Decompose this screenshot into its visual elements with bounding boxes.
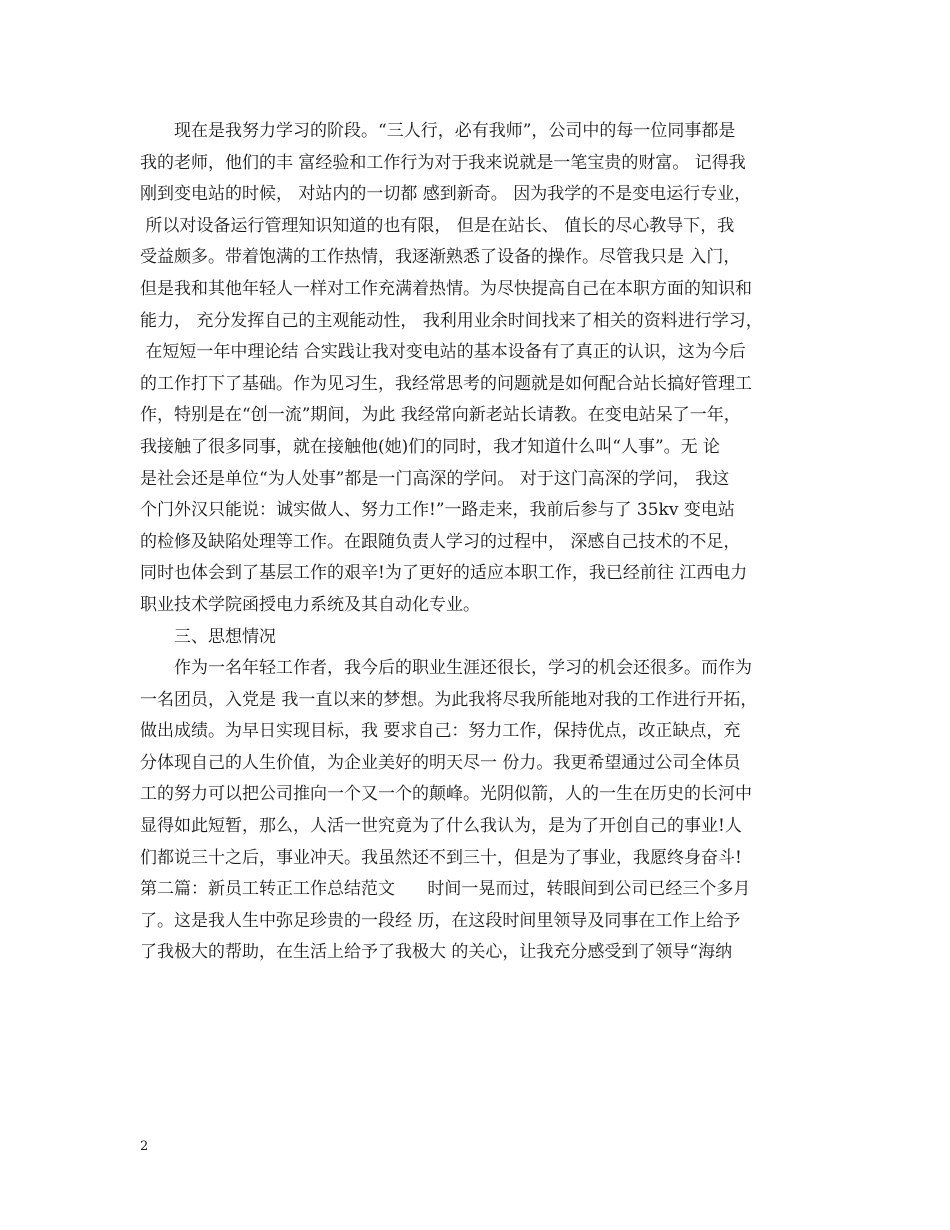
paragraph-line: 在短短一年中理论结 合实践让我对变电站的基本设备有了真正的认识，这为今后 [140, 342, 746, 363]
paragraph-line: 刚到变电站的时候， 对站内的一切都 感到新奇。 因为我学的不是变电运行专业， [140, 184, 752, 205]
section-heading: 三、思想情况 [174, 626, 276, 647]
paragraph-line: 做出成绩。为早日实现目标，我 要求自己：努力工作，保持优点，改正缺点，充 [140, 721, 741, 742]
paragraph-line: 工的努力可以把公司推向一个又一个的颠峰。光阴似箭，人的一生在历史的长河中 [140, 784, 752, 805]
body-text [140, 116, 830, 969]
paragraph-line: 一名团员，入党是 我一直以来的梦想。为此我将尽我所能地对我的工作进行开拓， [140, 689, 758, 710]
paragraph-line: 作，特别是在“创一流”期间，为此 我经常向新老站长请教。在变电站呆了一年， [140, 405, 741, 426]
paragraph-line: 们都说三十之后，事业冲天。我虽然还不到三十，但是为了事业，我愿终身奋斗! [140, 847, 742, 868]
paragraph-line: 了我极大的帮助，在生活上给予了我极大 的关心，让我充分感受到了领导“海纳 [140, 942, 733, 963]
paragraph-line: 职业技术学院函授电力系统及其自动化专业。 [140, 594, 480, 615]
paragraph-line: 同时也体会到了基层工作的艰辛!为了更好的适应本职工作，我已经前往 江西电力 [140, 563, 748, 584]
paragraph-line: 所以对设备运行管理知识知道的也有限， 但是在站长、 值长的尽心教导下，我 [140, 215, 735, 236]
paragraph-line: 但是我和其他年轻人一样对工作充满着热情。为尽快提高自己在本职方面的知识和 [140, 278, 752, 299]
paragraph-line: 能力， 充分发挥自己的主观能动性， 我利用业余时间找来了相关的资料进行学习， [140, 310, 763, 331]
paragraph-line: 第二篇：新员工转正工作总结范文 时间一晃而过，转眼间到公司已经三个多月 [140, 879, 751, 900]
page-number: 2 [140, 1139, 149, 1154]
paragraph-line: 现在是我努力学习的阶段。“三人行，必有我师”，公司中的每一位同事都是 [174, 121, 736, 141]
paragraph-line: 的检修及缺陷处理等工作。在跟随负责人学习的过程中， 深感自己技术的不足， [140, 531, 741, 552]
paragraph-line: 是社会还是单位“为人处事”都是一门高深的学问。 对于这门高深的学问， 我这 [140, 468, 730, 489]
paragraph-line: 了。这是我人生中弥足珍贵的一段经 历，在这段时间里领导及同事在工作上给予 [140, 910, 741, 931]
paragraph-line: 个门外汉只能说：诚实做人、努力工作!”一路走来，我前后参与了 35kv 变电站 [140, 500, 735, 521]
paragraph-line: 分体现自己的人生价值，为企业美好的明天尽一 份力。我更希望通过公司全体员 [140, 752, 741, 773]
paragraph-line: 我接触了很多同事，就在接触他(她)们的同时，我才知道什么叫“人事”。无 论 [140, 436, 721, 457]
paragraph-line: 显得如此短暂，那么，人活一世究竟为了什么我认为，是为了开创自己的事业!人 [140, 816, 742, 837]
paragraph-line: 受益颇多。带着饱满的工作热情，我逐渐熟悉了设备的操作。尽管我只是 入门， [140, 247, 741, 268]
paragraph-line: 的工作打下了基础。作为见习生，我经常思考的问题就是如何配合站长搞好管理工 [140, 373, 752, 394]
paragraph-line: 作为一名年轻工作者，我今后的职业生涯还很长，学习的机会还很多。而作为 [174, 658, 752, 679]
paragraph-line: 我的老师，他们的丰 富经验和工作行为对于我来说就是一笔宝贵的财富。 记得我 [140, 152, 746, 173]
